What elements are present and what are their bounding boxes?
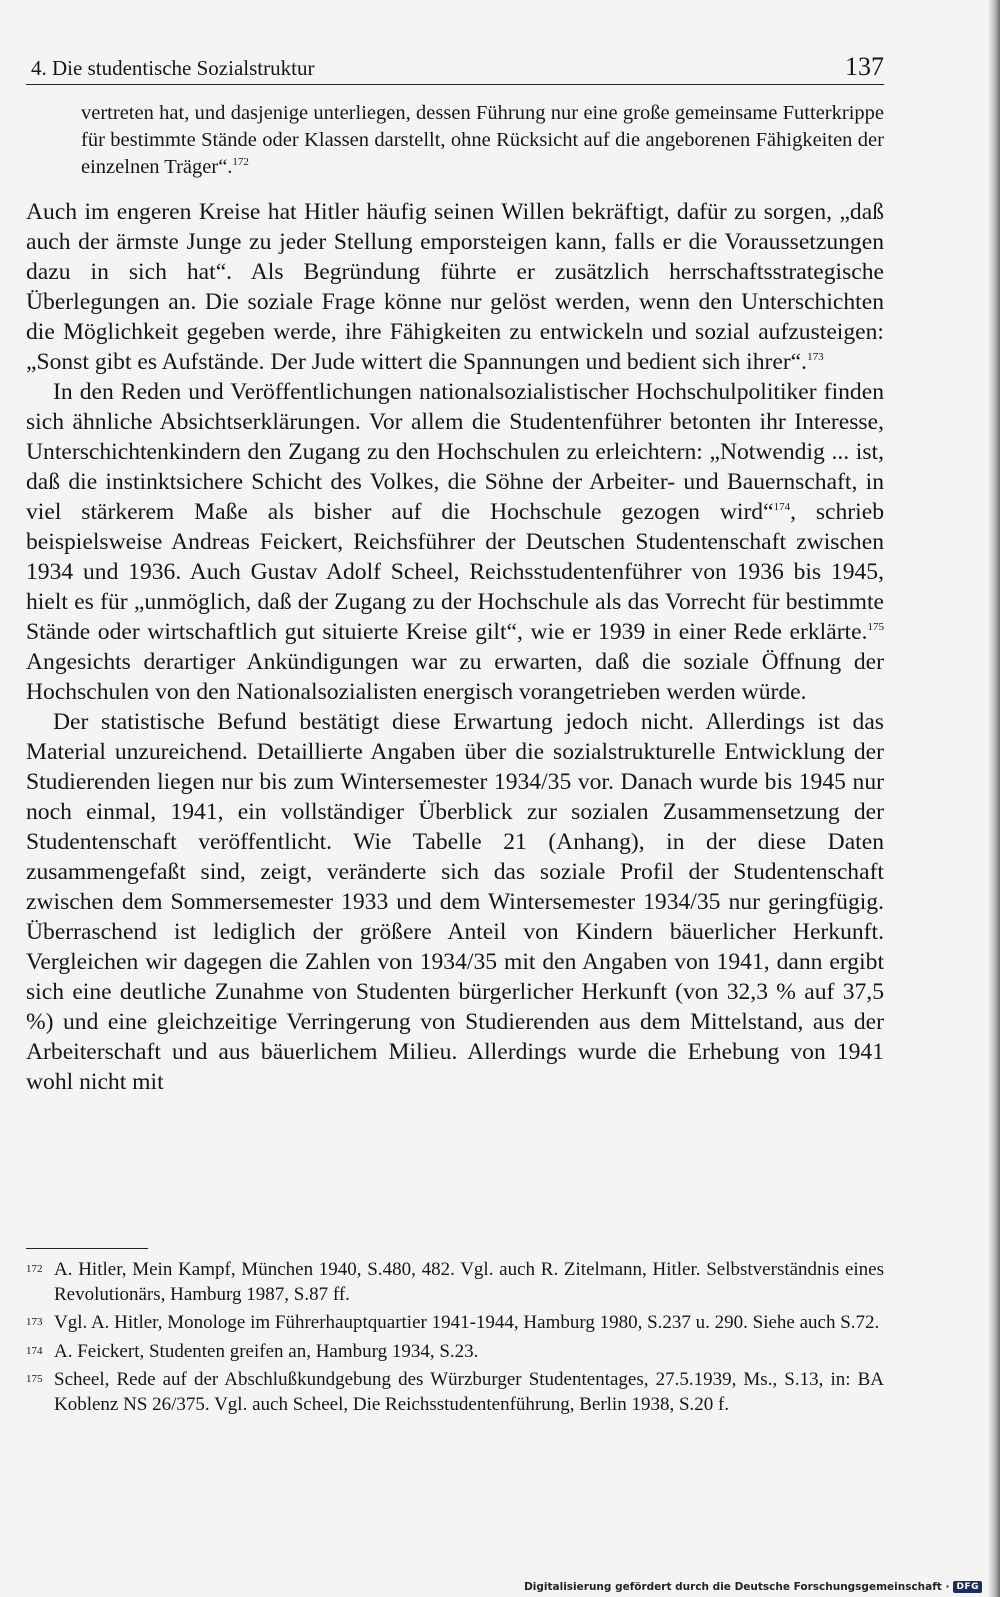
footnote-number: 173	[26, 1316, 43, 1328]
credit-text: Digitalisierung gefördert durch die Deutsche Forschungsgemeinschaft ·	[524, 1581, 950, 1593]
footnote-divider	[26, 1248, 148, 1249]
footnote	[26, 1311, 884, 1336]
scan-shadow-edge	[988, 0, 1000, 1597]
paragraph	[26, 707, 884, 1097]
paragraph	[26, 377, 884, 707]
running-header	[26, 50, 884, 85]
digitization-credit	[524, 1581, 982, 1593]
footnote-number: 175	[26, 1373, 43, 1385]
footnote-ref: 173	[807, 351, 824, 364]
block-quote	[81, 100, 884, 181]
paragraph	[26, 197, 884, 377]
footnote-text: Scheel, Rede auf der Abschlußkundgebung des Würzburger Studententages, 27.5.1939, Ms., S.13, in: BA Koblenz NS 26/375. Vgl. auch Scheel, Die Reichsstudentenführung, Berlin 1938, S.20 f.	[54, 1369, 884, 1415]
footnote-ref: 175	[867, 621, 884, 634]
main-text	[26, 100, 884, 1097]
footnote	[26, 1368, 884, 1417]
footnote	[26, 1258, 884, 1307]
dfg-logo-icon: DFG	[953, 1581, 982, 1593]
footnotes	[26, 1258, 884, 1421]
paragraph-text: Der statistische Befund bestätigt diese Erwartung jedoch nicht. Allerdings ist das Material unzureichend. Detaillierte Angaben über die sozialstrukturelle Entwicklung der Studierenden liegen nur bis zum Wintersemester 1934/35 vor. Danach wurde bis 1945 nur noch einmal, 1941, ein vollständiger Überblick zur sozialen Zusammensetzung der Studentenschaft veröffentlicht. Wie Tabelle 21 (Anhang), in der diese Daten zusammengefaßt sind, zeigt, veränderte sich das soziale Profil der Studentenschaft zwischen dem Sommersemester 1933 und dem Wintersemester 1934/35 nur geringfügig. Überraschend ist lediglich der größere Anteil von Kindern bäuerlicher Herkunft. Vergleichen wir dagegen die Zahlen von 1934/35 mit den Angaben von 1941, dann ergibt sich eine deutliche Zunahme von Studenten bürgerlicher Herkunft (von 32,3 % auf 37,5 %) und eine gleichzeitige Verringerung von Studierenden aus dem Mittelstand, aus der Arbeiterschaft und aus bäuerlichem Milieu. Allerdings wurde die Erhebung von 1941 wohl nicht mit	[26, 709, 884, 1095]
paragraph-text: In den Reden und Veröffentlichungen nationalsozialistischer Hochschulpolitiker finden sich ähnliche Absichtserklärungen. Vor allem die Studentenführer betonten ihr Interesse, Unterschichtenkindern den Zugang zu den Hochschulen zu erleichtern: „Notwendig ... ist, daß die instinktsichere Schicht des Volkes, die Söhne der Arbeiter- und Bauernschaft, in viel stärkerem Maße als bisher auf die Hochschule gezogen wird“	[26, 379, 884, 525]
footnote-text: Vgl. A. Hitler, Monologe im Führerhauptquartier 1941-1944, Hamburg 1980, S.237 u. 290. Siehe auch S.72.	[54, 1312, 880, 1333]
footnote-number: 174	[26, 1344, 43, 1357]
footnote-number: 172	[26, 1263, 43, 1275]
footnote-text: A. Hitler, Mein Kampf, München 1940, S.480, 482. Vgl. auch R. Zitelmann, Hitler. Selbstverständnis eines Revolutionärs, Hamburg 1987, S.87 ff.	[54, 1259, 884, 1305]
footnote-ref: 174	[773, 501, 791, 514]
paragraph-text: , schrieb beispielsweise Andreas Feickert, Reichsführer der Deutschen Studentenschaft zwischen 1934 und 1936. Auch Gustav Adolf Scheel, Reichsstudentenführer von 1936 bis 1945, hielt es für „unmöglich, daß der Zugang zu der Hochschule als das Vorrecht für bestimmte Stände oder wirtschaftlich gut situierte Kreise gilt“, wie er 1939 in einer Rede erklärte.	[26, 499, 884, 645]
quote-text: vertreten hat, und dasjenige unterliegen, dessen Führung nur eine große gemeinsame Futterkrippe für bestimmte Stände oder Klassen darstellt, ohne Rücksicht auf die angeborenen Fähigkeiten der einzelnen Träger“.	[81, 102, 884, 178]
paragraph-text: Auch im engeren Kreise hat Hitler häufig seinen Willen bekräftigt, dafür zu sorgen, „daß auch der ärmste Junge zu jeder Stellung emporsteigen kann, falls er die Voraussetzungen dazu in sich hat“. Als Begründung führte er zusätzlich herrschaftsstrategische Überlegungen an. Die soziale Frage könne nur gelöst werden, wenn den Unterschichten die Möglichkeit gegeben werde, ihre Fähigkeiten zu entwickeln und sozial aufzusteigen: „Sonst gibt es Aufstände. Der Jude wittert die Spannungen und bedient sich ihrer“.	[26, 199, 884, 375]
footnote	[26, 1340, 884, 1365]
footnote-text: A. Feickert, Studenten greifen an, Hamburg 1934, S.23.	[54, 1340, 479, 1362]
footnote-ref: 172	[232, 156, 249, 169]
page-number: 137	[845, 52, 884, 81]
chapter-title: 4. Die studentische Sozialstruktur	[31, 56, 315, 80]
paragraph-text: Angesichts derartiger Ankündigungen war zu erwarten, daß die soziale Öffnung der Hochschulen von den Nationalsozialisten energisch vorangetrieben werden würde.	[26, 649, 884, 705]
